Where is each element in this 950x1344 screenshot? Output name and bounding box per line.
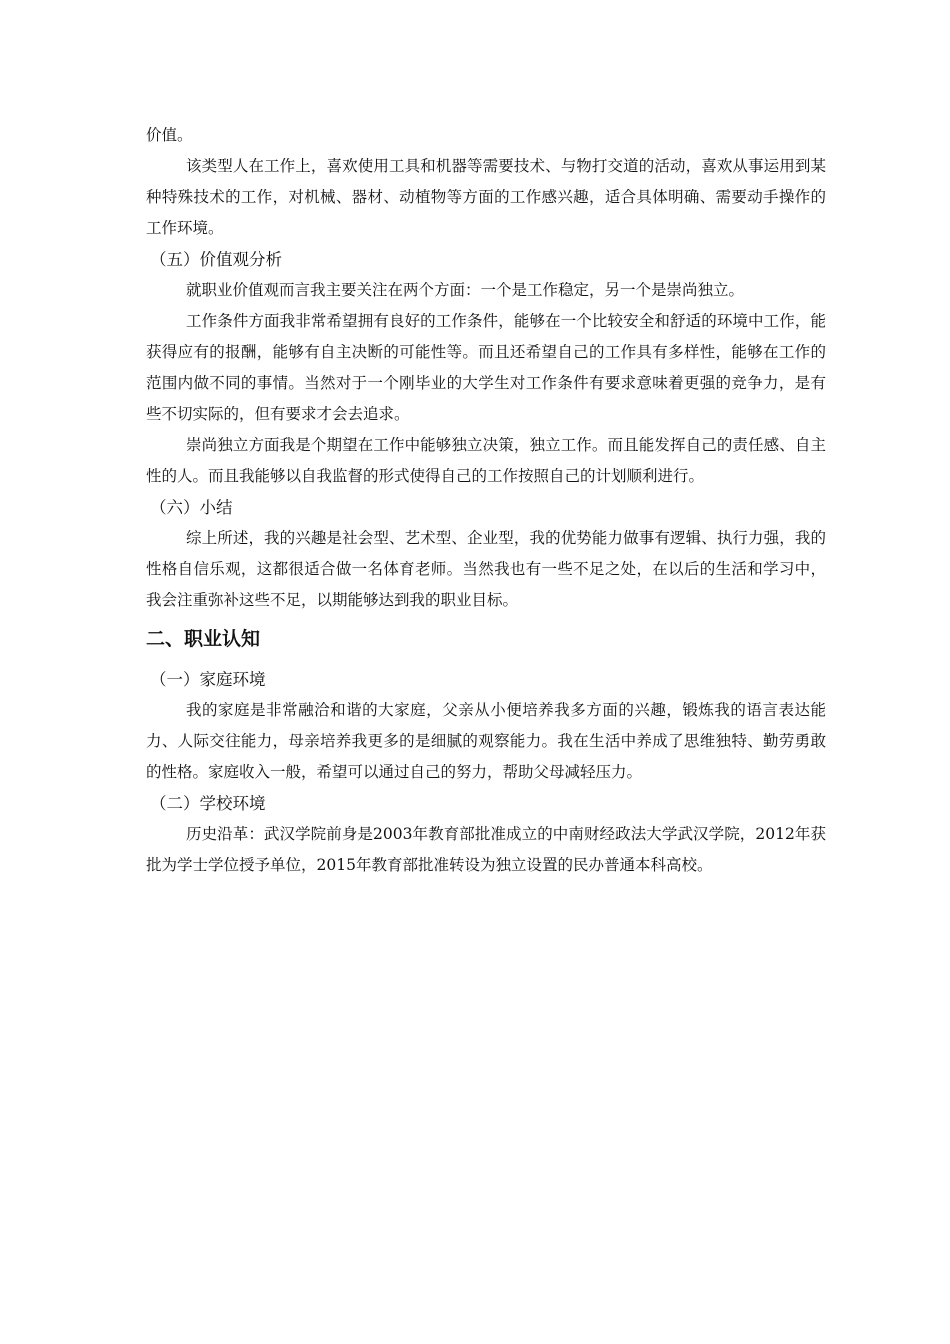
paragraph-continuation: 价值。: [146, 126, 193, 144]
heading-family-environment: （一）家庭环境: [150, 670, 266, 689]
heading-school-environment: （二）学校环境: [150, 794, 266, 813]
paragraph-values-intro: 就职业价值观而言我主要关注在两个方面：一个是工作稳定，另一个是崇尚独立。: [186, 281, 745, 299]
paragraph-work-conditions: 工作条件方面我非常希望拥有良好的工作条件，能够在一个比较安全和舒适的环境中工作，能获得应有的报酬，能够有自主决断的可能性等。而且还希望自己的工作具有多样性，能够在工作的范围内做不同的事情。当然对于一个刚毕业的大学生对工作条件有要求意味着更强的竞争力，是有些不切实际的，但有要求才会去追求。: [146, 312, 826, 423]
document-page: [146, 120, 826, 881]
paragraph-independence: 崇尚独立方面我是个期望在工作中能够独立决策，独立工作。而且能发挥自己的责任感、自主性的人。而且我能够以自我监督的形式使得自己的工作按照自己的计划顺利进行。: [146, 436, 826, 485]
paragraph-realistic-type: 该类型人在工作上，喜欢使用工具和机器等需要技术、与物打交道的活动，喜欢从事运用到某种特殊技术的工作，对机械、器材、动植物等方面的工作感兴趣，适合具体明确、需要动手操作的工作环境。: [146, 157, 826, 237]
paragraph-school-history: 历史沿革：武汉学院前身是2003年教育部批准成立的中南财经政法大学武汉学院，2012年获批为学士学位授予单位，2015年教育部批准转设为独立设置的民办普通本科高校。: [146, 825, 826, 874]
heading-summary: （六）小结: [150, 498, 233, 517]
heading-values-analysis: （五）价值观分析: [150, 250, 282, 269]
paragraph-family: 我的家庭是非常融洽和谐的大家庭，父亲从小便培养我多方面的兴趣，锻炼我的语言表达能力、人际交往能力，母亲培养我更多的是细腻的观察能力。我在生活中养成了思维独特、勤劳勇敢的性格。家庭收入一般，希望可以通过自己的努力，帮助父母减轻压力。: [146, 701, 826, 781]
paragraph-summary: 综上所述，我的兴趣是社会型、艺术型、企业型，我的优势能力做事有逻辑、执行力强，我的性格自信乐观，这都很适合做一名体育老师。当然我也有一些不足之处，在以后的生活和学习中，我会注重弥补这些不足，以期能够达到我的职业目标。: [146, 529, 826, 609]
heading-career-cognition: 二、职业认知: [146, 628, 261, 650]
